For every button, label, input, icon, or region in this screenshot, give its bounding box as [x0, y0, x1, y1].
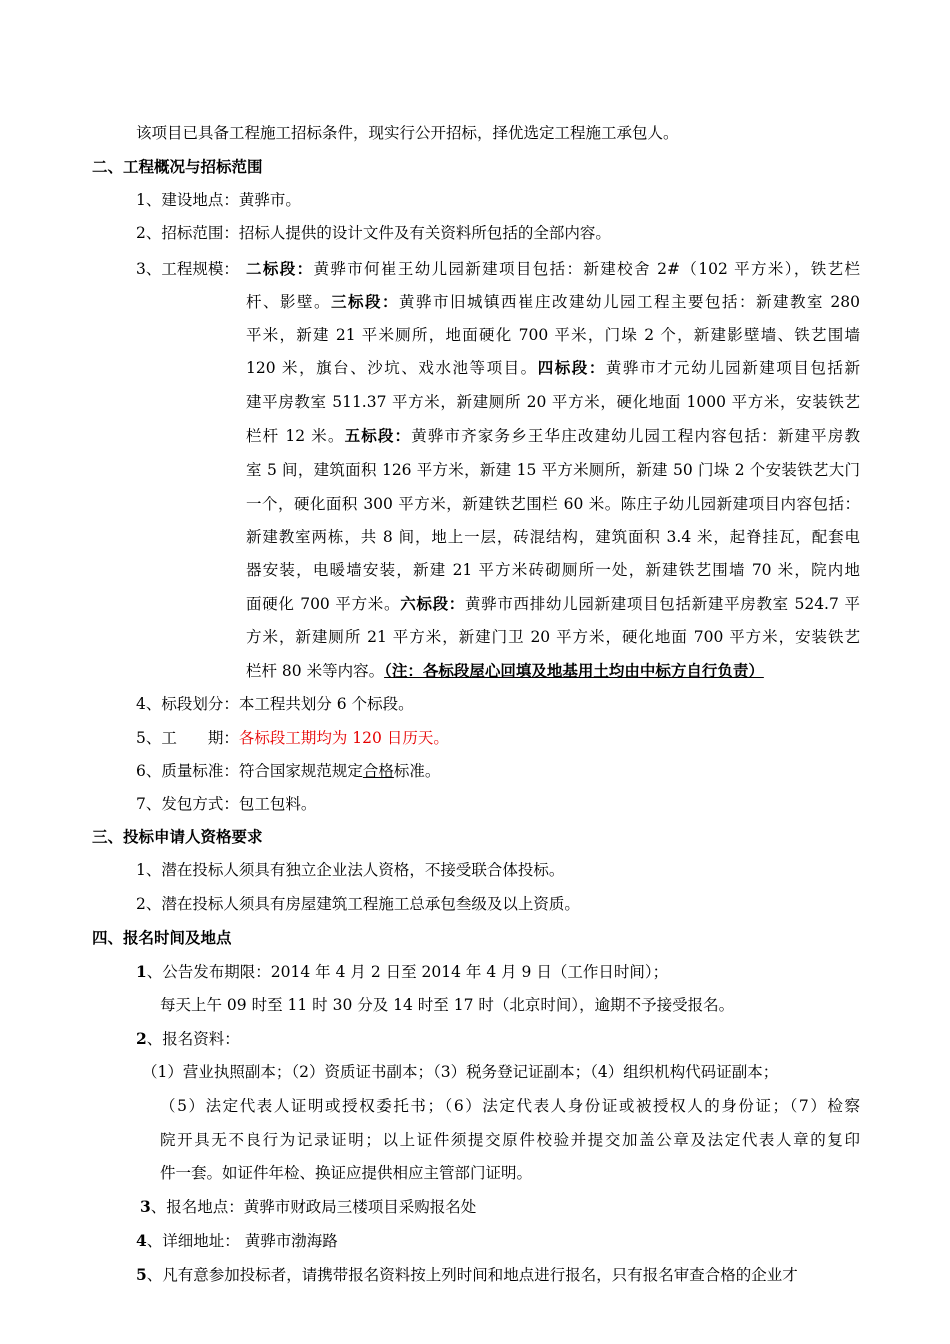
- scale-line: [246, 357, 860, 379]
- registration-materials-heading: [136, 1028, 240, 1050]
- materials-line: 件一套。如证件年检、换证应提供相应主管部门证明。: [160, 1164, 533, 1182]
- announcement-period-text: 、公告发布期限：2014 年 4 月 2 日至 2014 年 4 月 9 日（工作日时间）；: [146, 963, 669, 981]
- construction-period: [136, 727, 449, 749]
- announcement-period: [136, 961, 668, 983]
- contract-mode: 7、发包方式：包工包料。: [136, 795, 317, 813]
- materials-line: （1）营业执照副本；（2）资质证书副本；（3）税务登记证副本；（4）组织机构代码证副本；: [142, 1063, 779, 1081]
- scale-line: [246, 258, 860, 280]
- registration-notice: [136, 1264, 798, 1286]
- scale-text: 新建教室两栋，共 8 间，地上一层，砖混结构，建筑面积 3.4 米，起脊挂瓦，配套电: [246, 528, 860, 546]
- detailed-address: [136, 1230, 338, 1252]
- scale-text: 栏杆 80 米等内容。: [246, 662, 385, 680]
- scale-text: 黄骅市旧城镇西崔庄改建幼儿园工程主要包括：新建教室 280: [399, 293, 860, 311]
- quality-standard-level: 合格: [362, 762, 394, 780]
- scale-line: [246, 391, 860, 413]
- qualification-2: 2、潜在投标人须具有房屋建筑工程施工总承包叁级及以上资质。: [136, 895, 580, 913]
- intro-paragraph: 该项目已具备工程施工招标条件，现实行公开招标，择优选定工程施工承包人。: [136, 124, 679, 142]
- section-4-heading: 四、报名时间及地点: [92, 928, 232, 947]
- scale-text: 黄骅市齐家务乡王华庄改建幼儿园工程内容包括：新建平房教: [411, 427, 860, 445]
- registration-location-text: 、报名地点：黄骅市财政局三楼项目采购报名处: [150, 1198, 477, 1216]
- scale-text: 方米，新建厕所 21 平方米，新建门卫 20 平方米，硬化地面 700 平方米，安装铁艺: [246, 628, 860, 646]
- project-scale-label: 3、工程规模：: [136, 260, 239, 278]
- scale-text: 栏杆 12 米。: [246, 427, 345, 445]
- detailed-address-text: 、详细地址： 黄骅市渤海路: [146, 1232, 338, 1250]
- scale-text: 120 米，旗台、沙坑、戏水池等项目。: [246, 359, 538, 377]
- quality-standard: [136, 760, 440, 782]
- registration-notice-text: 、凡有意参加投标者，请携带报名资料按上列时间和地点进行报名，只有报名审查合格的企业才: [146, 1266, 798, 1284]
- tender-scope: 2、招标范围：招标人提供的设计文件及有关资料所包括的全部内容。: [136, 224, 611, 242]
- scale-line: [246, 324, 860, 346]
- quality-standard-prefix: 6、质量标准：符合国家规范规定: [136, 762, 363, 780]
- registration-hours: 每天上午 09 时至 11 时 30 分及 14 时至 17 时（北京时间），逾期不予接受报名。: [160, 996, 735, 1014]
- item-number: 5: [136, 1265, 147, 1284]
- section-2-heading: 二、工程概况与招标范围: [92, 157, 263, 176]
- scale-text: 黄骅市何崔王幼儿园新建项目包括：新建校舍 2#（102 平方米），铁艺栏: [313, 260, 860, 278]
- construction-site: 1、建设地点：黄骅市。: [136, 191, 301, 209]
- scale-line: [246, 459, 860, 481]
- scale-line: [246, 291, 860, 313]
- scale-line: [246, 425, 860, 447]
- scale-text: 面硬化 700 平方米。: [246, 595, 401, 613]
- scale-text: 室 5 间，建筑面积 126 平方米，新建 15 平方米厕所，新建 50 门垛 2 个安装铁艺大门: [246, 461, 860, 479]
- lot-label: 六标段：: [400, 594, 465, 613]
- scale-line: [246, 526, 860, 548]
- item-number: 3: [140, 1197, 151, 1216]
- scale-text: 黄骅市西排幼儿园新建项目包括新建平房教室 524.7 平: [464, 595, 860, 613]
- scale-text: 一个，硬化面积 300 平方米，新建铁艺围栏 60 米。陈庄子幼儿园新建项目内容包括：: [246, 495, 860, 513]
- scale-line: [246, 559, 860, 581]
- scale-line: [246, 626, 860, 648]
- scale-text: 建平房教室 511.37 平方米，新建厕所 20 平方米，硬化地面 1000 平方米，安装铁艺: [246, 393, 860, 411]
- registration-location: [140, 1196, 476, 1218]
- lot-label: 三标段：: [331, 292, 399, 311]
- scale-line: [246, 660, 764, 682]
- materials-line: 院开具无不良行为记录证明；以上证件须提交原件校验并提交加盖公章及法定代表人章的复印: [160, 1131, 860, 1149]
- lot-label: （注：各标段屋心回填及地基用土均由中标方自行负责）: [384, 661, 764, 680]
- lot-division: 4、标段划分：本工程共划分 6 个标段。: [136, 695, 414, 713]
- section-3-heading: 三、投标申请人资格要求: [92, 827, 263, 846]
- scale-line: [246, 593, 860, 615]
- scale-text: 杆、影壁。: [246, 293, 331, 311]
- construction-period-value: 各标段工期均为 120 日历天。: [238, 729, 449, 747]
- scale-text: 黄骅市才元幼儿园新建项目包括新: [605, 359, 860, 377]
- item-number: 2: [136, 1029, 147, 1048]
- scale-text: 器安装，电暖墙安装，新建 21 平方米砖砌厕所一处，新建铁艺围墙 70 米，院内地: [246, 561, 860, 579]
- lot-label: 四标段：: [537, 358, 606, 377]
- scale-text: 平米，新建 21 平米厕所，地面硬化 700 平米，门垛 2 个，新建影壁墙、铁艺围墙: [246, 326, 860, 344]
- qualification-1: 1、潜在投标人须具有独立企业法人资格，不接受联合体投标。: [136, 861, 565, 879]
- construction-period-label: 5、工 期：: [136, 729, 239, 747]
- scale-line: [246, 493, 860, 515]
- item-number: 4: [136, 1231, 147, 1250]
- registration-materials-label: 、报名资料：: [146, 1030, 240, 1048]
- quality-standard-suffix: 标准。: [393, 762, 441, 780]
- lot-label: 五标段：: [344, 426, 412, 445]
- materials-line: （5）法定代表人证明或授权委托书；（6）法定代表人身份证或被授权人的身份证；（7）检察: [160, 1097, 860, 1115]
- item-number: 1: [136, 962, 147, 981]
- lot-label: 二标段：: [246, 259, 314, 278]
